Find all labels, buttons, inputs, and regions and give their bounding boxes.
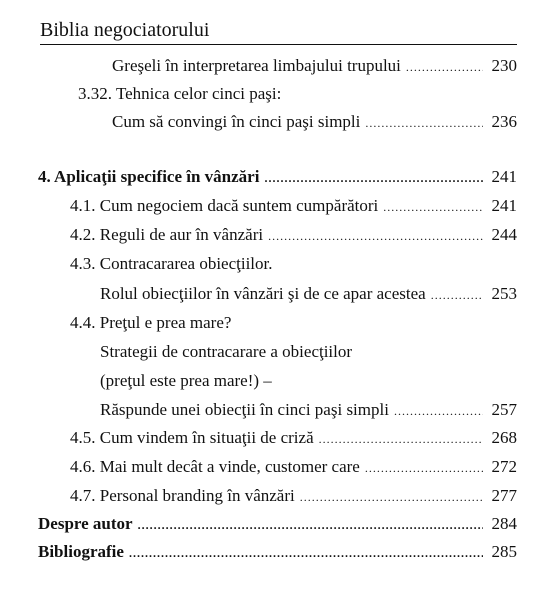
toc-entry-page: 284	[491, 514, 517, 533]
toc-entry-page: 277	[491, 486, 517, 505]
toc-entry-page: 272	[491, 457, 517, 476]
toc-entry-title: Despre autor	[38, 514, 133, 533]
toc-entry-title: 4.5. Cum vindem în situaţii de criză	[70, 428, 314, 447]
toc-entry	[70, 485, 517, 508]
toc-entry-title: 4.3. Contracararea obiecţiilor.	[70, 254, 273, 273]
toc-entry-title: 4.4. Preţul e prea mare?	[70, 313, 232, 332]
toc-entry-page: 285	[491, 542, 517, 561]
toc-dot-leader	[394, 400, 483, 422]
toc-entry	[100, 341, 517, 363]
toc-entry-title: Răspunde unei obiecţii în cinci paşi simpli	[100, 400, 389, 419]
toc-entry-title: 4.6. Mai mult decât a vinde, customer care	[70, 457, 360, 476]
toc-chapter-entry	[38, 166, 517, 189]
toc-entry	[70, 456, 517, 479]
toc-dot-leader	[319, 428, 483, 450]
header-rule	[40, 44, 517, 45]
toc-entry-title: Greşeli în interpretarea limbajului trupului	[112, 56, 401, 75]
toc-entry	[70, 427, 517, 450]
toc-dot-leader	[406, 56, 483, 78]
toc-dot-leader	[365, 112, 483, 134]
toc-entry-page: 253	[491, 284, 517, 303]
toc-dot-leader	[431, 284, 483, 306]
toc-entry	[70, 253, 517, 275]
toc-dot-leader	[383, 196, 483, 218]
toc-chapter-entry	[38, 513, 517, 536]
toc-dot-leader	[264, 167, 483, 189]
toc-entry	[70, 195, 517, 218]
toc-dot-leader	[138, 514, 483, 536]
toc-dot-leader	[268, 225, 483, 247]
toc-entry-page: 236	[491, 112, 517, 131]
toc-entry	[70, 224, 517, 247]
toc-entry-title: 4.2. Reguli de aur în vânzări	[70, 225, 264, 244]
toc-entry-title: Bibliografie	[38, 542, 124, 561]
toc-entry-title: Cum să convingi în cinci paşi simpli	[112, 112, 361, 131]
toc-entry-page: 244	[491, 225, 517, 244]
toc-entry	[70, 312, 517, 334]
toc-entry-page: 230	[491, 56, 517, 75]
toc-entry-title: (preţul este prea mare!) –	[100, 371, 272, 390]
toc-entry	[100, 399, 517, 422]
toc-entry-title: Strategii de contracarare a obiecţiilor	[100, 342, 353, 361]
toc-entry-title: 4. Aplicaţii specifice în vânzări	[38, 167, 260, 186]
toc-entry-title: 4.1. Cum negociem dacă suntem cumpărători	[70, 196, 379, 215]
toc-entry	[112, 55, 517, 78]
toc-entry-title: Rolul obiecţiilor în vânzări şi de ce apar acestea	[100, 284, 426, 303]
toc-dot-leader	[129, 542, 483, 564]
toc-entry	[100, 283, 517, 306]
toc-entry-title: 4.7. Personal branding în vânzări	[70, 486, 295, 505]
toc-entry-title: 3.32. Tehnica celor cinci paşi:	[78, 84, 282, 103]
toc-entry	[100, 370, 517, 392]
toc-dot-leader	[300, 486, 483, 508]
toc-chapter-entry	[38, 541, 517, 564]
toc-entry-page: 257	[491, 400, 517, 419]
toc-entry-page: 241	[491, 167, 517, 186]
toc-entry-page: 241	[491, 196, 517, 215]
toc-entry	[78, 83, 517, 105]
running-header: Biblia negociatorului	[40, 19, 210, 41]
toc-entry-page: 268	[491, 428, 517, 447]
toc-entry	[112, 111, 517, 134]
toc-dot-leader	[365, 457, 483, 479]
